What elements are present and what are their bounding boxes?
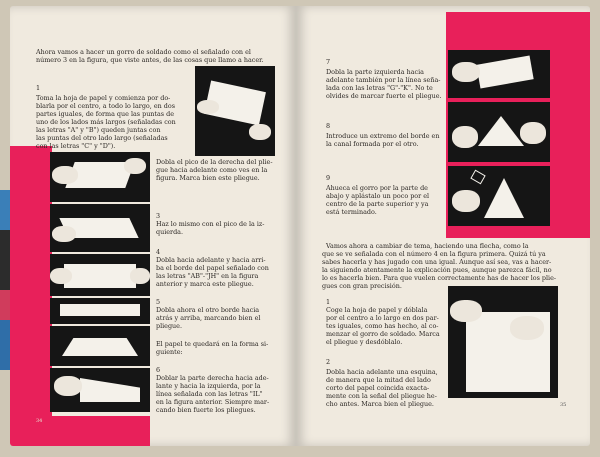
step6-text: línea señalada con las letras "IL" xyxy=(156,390,263,398)
step1-text: con las letras "C" y "D"). xyxy=(36,142,116,150)
step1-text: uno de los lados más largos (señaladas con xyxy=(36,118,176,126)
step5-text: atrás y arriba, marcando bien el xyxy=(156,314,261,322)
paper-sheet xyxy=(478,116,524,146)
pink-footer-block xyxy=(52,416,150,446)
step1-text: blarla por el centro, a todo lo largo, en dos xyxy=(36,102,175,110)
step-number: 9 xyxy=(326,174,331,182)
hand xyxy=(50,268,72,284)
step-number: 7 xyxy=(326,58,331,66)
hand xyxy=(452,62,480,82)
hand xyxy=(52,226,76,242)
page-number: 35 xyxy=(560,402,567,408)
arrow-step1-text: Coge la hoja de papel y dóblala xyxy=(326,306,428,314)
shape-photo xyxy=(50,326,150,366)
step1-text: partes iguales, de forma que las puntas de xyxy=(36,110,174,118)
hand xyxy=(520,122,546,144)
intro2-line: que se ve señalada con el número 4 en la figura primera. Quizá tú ya xyxy=(322,250,546,258)
hand xyxy=(54,376,82,396)
left-page xyxy=(10,6,296,446)
step9-photo xyxy=(448,166,550,226)
step8-text: Introduce un extremo del borde en xyxy=(326,132,440,140)
paper-sheet xyxy=(484,178,524,218)
step1-photo xyxy=(195,66,275,156)
book-spine-stripe xyxy=(0,190,10,230)
step2-photo xyxy=(50,152,150,202)
paper-sheet xyxy=(64,264,136,288)
step3-text: Haz lo mismo con el pico de la iz- xyxy=(156,220,265,228)
paper-sheet xyxy=(80,378,140,402)
hand xyxy=(450,300,482,322)
intro2-line: gues con gran precisión. xyxy=(322,282,402,290)
step1-text: Toma la hoja de papel y comienza por do- xyxy=(36,94,171,102)
paper-sheet xyxy=(476,55,533,88)
intro2-line: la siguiendo atentamente la explicación pues, aunque parezca fácil, no xyxy=(322,266,552,274)
step-number: 1 xyxy=(36,84,41,92)
step-number: 5 xyxy=(156,298,161,306)
step2-text: gue hacia adelante como ves en la xyxy=(156,166,268,174)
intro2-line: lo es hacerla bien. Para que vuelen correctamente has de hacer los plie- xyxy=(322,274,557,282)
step4-text: anterior y marca este pliegue. xyxy=(156,280,254,288)
step7-photo xyxy=(448,50,550,98)
step8-photo xyxy=(448,102,550,162)
step-number: 2 xyxy=(326,358,331,366)
book-spine-stripe xyxy=(0,320,10,370)
step9-text: centro de la parte superior y ya xyxy=(326,200,429,208)
arrow-step1-text: menzar el gorro de soldado. Marca xyxy=(326,330,440,338)
hand xyxy=(452,190,480,212)
step1-text: las letras "A" y "B") queden juntas con xyxy=(36,126,161,134)
step6-text: Doblar la parte derecha hacia ade- xyxy=(156,374,269,382)
step9-text: Ahueca el gorro por la parte de xyxy=(326,184,428,192)
step-number: 8 xyxy=(326,122,331,130)
step-number: 4 xyxy=(156,248,161,256)
step4-text: Dobla hacia adelante y hacia arri- xyxy=(156,256,266,264)
hand xyxy=(452,126,478,148)
step2-text: figura. Marca bien este pliegue. xyxy=(156,174,260,182)
step5-text: Dobla ahora el otro borde hacia xyxy=(156,306,260,314)
step6-text: cando bien fuerte los pliegues. xyxy=(156,406,256,414)
shape-note-text: El papel te quedará en la forma si- xyxy=(156,340,269,348)
step5-photo xyxy=(50,298,150,324)
pink-margin-block xyxy=(10,146,52,446)
step7-text: olvides de marcar fuerte el pliegue. xyxy=(326,92,442,100)
step7-text: lada con las letras "G"-"K". No te xyxy=(326,84,433,92)
step7-text: Dobla la parte izquierda hacia xyxy=(326,68,424,76)
step9-text: está terminado. xyxy=(326,208,377,216)
book-spine-stripe xyxy=(0,290,10,320)
hand xyxy=(130,268,150,284)
arrow-step2-text: Dobla hacia adelante una esquina, xyxy=(326,368,438,376)
arrow-step2-text: corto del papel coincida exacta- xyxy=(326,384,430,392)
step8-text: la canal formada por el otro. xyxy=(326,140,419,148)
arrow-step1-text: tes iguales, como has hecho, al co- xyxy=(326,322,439,330)
step4-text: las letras "AB"-"JH" en la figura xyxy=(156,272,259,280)
step9-text: abajo y aplástalo un poco por el xyxy=(326,192,430,200)
intro-line: número 3 en la figura, que viste antes, de las cosas que llamo a hacer. xyxy=(36,56,264,64)
hand xyxy=(52,166,78,184)
step-number: 1 xyxy=(326,298,331,306)
arrow-step2-text: mente con la señal del pliegue he- xyxy=(326,392,437,400)
step6-text: lante y hacia la izquierda, por la xyxy=(156,382,261,390)
shape-note-text: guiente: xyxy=(156,348,183,356)
hand xyxy=(197,100,219,114)
arrow-step-photo xyxy=(448,286,558,398)
hand xyxy=(510,316,544,340)
step6-text: en la figura anterior. Siempre mar- xyxy=(156,398,270,406)
page-number: 34 xyxy=(36,418,43,424)
step2-text: Dobla el pico de la derecha del plie- xyxy=(156,158,273,166)
intro-line: Ahora vamos a hacer un gorro de soldado como el señalado con el xyxy=(36,48,251,56)
step7-text: adelante también por la línea seña- xyxy=(326,76,441,84)
arrow-step1-text: por el centro a lo largo en dos par- xyxy=(326,314,439,322)
arrow-step2-text: cho antes. Marca bien el pliegue. xyxy=(326,400,434,408)
step1-text: las puntas del otro lado largo (señaladas xyxy=(36,134,168,142)
book-spine-stripe xyxy=(0,230,10,290)
arrow-step1-text: el pliegue y desdóblalo. xyxy=(326,338,403,346)
right-page xyxy=(296,6,590,446)
paper-sheet xyxy=(60,304,140,316)
paper-sheet xyxy=(62,338,138,356)
intro2-line: sabes hacerla y has jugado con una igual. Aunque así sea, vas a hacer- xyxy=(322,258,552,266)
arrow-icon xyxy=(470,170,485,185)
hand xyxy=(124,158,146,174)
arrow-step2-text: de manera que la mitad del lado xyxy=(326,376,431,384)
step4-photo xyxy=(50,254,150,296)
step-number: 3 xyxy=(156,212,161,220)
hand xyxy=(249,124,271,140)
step6-photo xyxy=(50,368,150,412)
step3-photo xyxy=(50,204,150,252)
step3-text: quierda. xyxy=(156,228,184,236)
step-number: 6 xyxy=(156,366,161,374)
step5-text: pliegue. xyxy=(156,322,182,330)
step4-text: ba el borde del papel señalado con xyxy=(156,264,269,272)
intro2-line: Vamos ahora a cambiar de tema, haciendo una flecha, como la xyxy=(326,242,529,250)
